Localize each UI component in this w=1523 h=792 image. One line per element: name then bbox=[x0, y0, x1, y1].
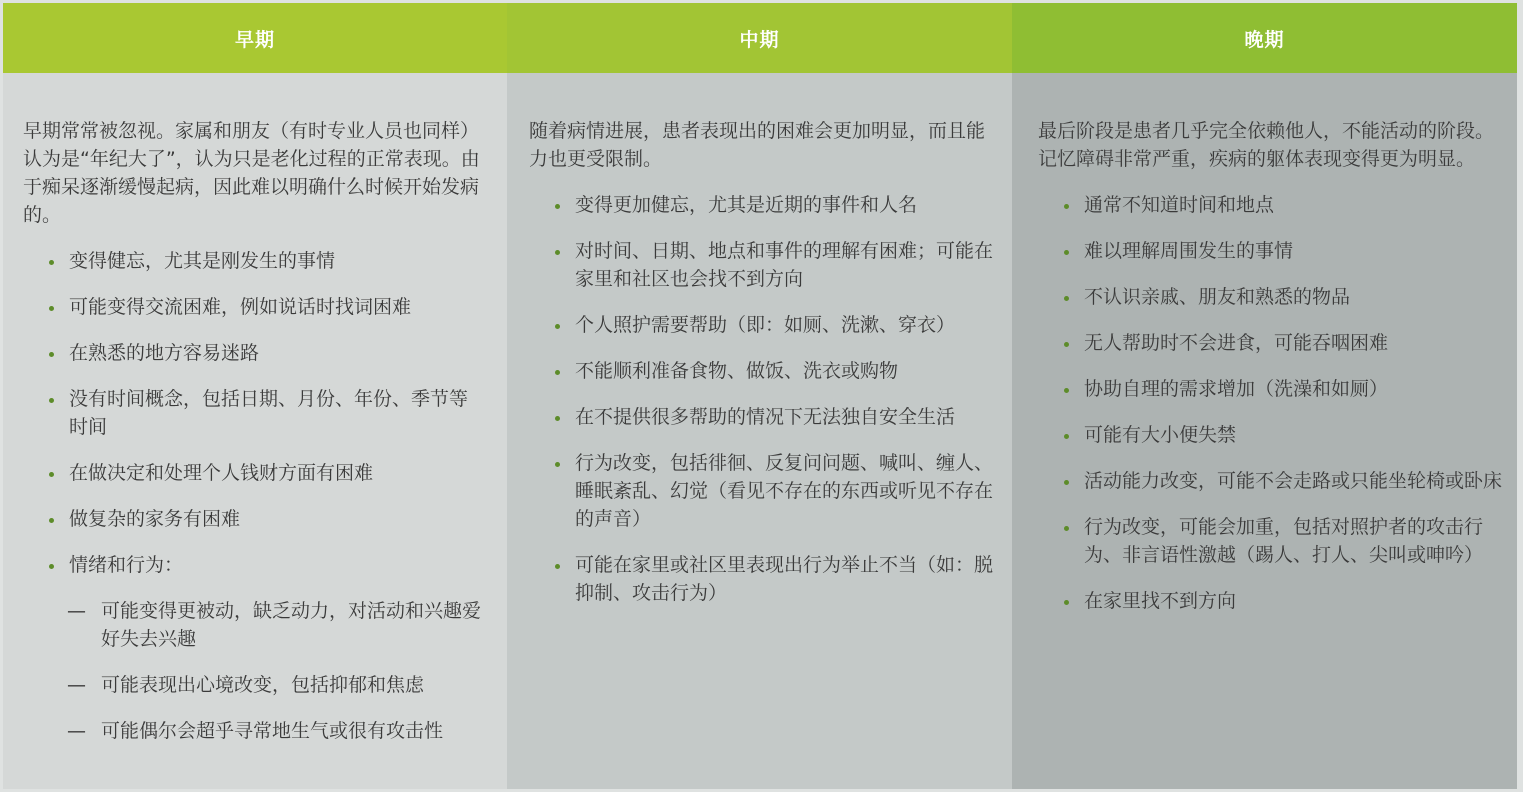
list-item: 难以理解周围发生的事情 bbox=[1038, 237, 1506, 265]
bullet-icon bbox=[1064, 250, 1069, 255]
bullet-icon bbox=[1064, 434, 1069, 439]
column-header-early: 早期 bbox=[3, 3, 507, 73]
list-item: 对时间、日期、地点和事件的理解有困难；可能在家里和社区也会找不到方向 bbox=[529, 237, 999, 293]
bullet-icon bbox=[555, 324, 560, 329]
list-item: 变得更加健忘，尤其是近期的事件和人名 bbox=[529, 191, 999, 219]
column-body-late bbox=[1038, 117, 1506, 633]
dash-marker: — bbox=[67, 600, 86, 622]
list-item: 个人照护需要帮助（即：如厕、洗漱、穿衣） bbox=[529, 311, 999, 339]
bullet-icon bbox=[49, 472, 54, 477]
bullet-icon bbox=[49, 260, 54, 265]
list-item: 可能变得交流困难，例如说话时找词困难 bbox=[23, 293, 483, 321]
list-item: 情绪和行为： bbox=[23, 551, 483, 579]
bullet-icon bbox=[49, 398, 54, 403]
column-header-middle: 中期 bbox=[507, 3, 1012, 73]
bullet-icon bbox=[1064, 388, 1069, 393]
mood-behavior-sublist bbox=[23, 597, 483, 745]
bullet-icon bbox=[49, 306, 54, 311]
list-item: 行为改变，可能会加重，包括对照护者的攻击行为、非言语性激越（踢人、打人、尖叫或呻吟） bbox=[1038, 513, 1506, 569]
list-item: 活动能力改变，可能不会走路或只能坐轮椅或卧床 bbox=[1038, 467, 1506, 495]
bullet-icon bbox=[555, 370, 560, 375]
bullet-icon bbox=[49, 564, 54, 569]
dash-marker: — bbox=[67, 674, 86, 696]
bullet-icon bbox=[555, 462, 560, 467]
list-item: 通常不知道时间和地点 bbox=[1038, 191, 1506, 219]
sub-list-item: — 可能表现出心境改变，包括抑郁和焦虑 bbox=[23, 671, 483, 699]
bullet-icon bbox=[555, 204, 560, 209]
symptom-list-early bbox=[23, 247, 483, 579]
list-item: 做复杂的家务有困难 bbox=[23, 505, 483, 533]
bullet-icon bbox=[1064, 296, 1069, 301]
list-item: 可能有大小便失禁 bbox=[1038, 421, 1506, 449]
bullet-icon bbox=[1064, 204, 1069, 209]
list-item: 在不提供很多帮助的情况下无法独自安全生活 bbox=[529, 403, 999, 431]
list-item: 在熟悉的地方容易迷路 bbox=[23, 339, 483, 367]
dash-marker: — bbox=[67, 720, 86, 742]
list-item: 不能顺利准备食物、做饭、洗衣或购物 bbox=[529, 357, 999, 385]
dementia-stages-table bbox=[3, 3, 1517, 789]
list-item: 在家里找不到方向 bbox=[1038, 587, 1506, 615]
bullet-icon bbox=[1064, 342, 1069, 347]
column-late-stage bbox=[1012, 3, 1517, 789]
bullet-icon bbox=[49, 518, 54, 523]
bullet-icon bbox=[1064, 526, 1069, 531]
symptom-list-late bbox=[1038, 191, 1506, 615]
symptom-list-middle bbox=[529, 191, 999, 607]
bullet-icon bbox=[1064, 480, 1069, 485]
bullet-icon bbox=[555, 250, 560, 255]
column-body-middle bbox=[529, 117, 999, 625]
column-header-late: 晚期 bbox=[1012, 3, 1517, 73]
bullet-icon bbox=[555, 564, 560, 569]
list-item: 不认识亲戚、朋友和熟悉的物品 bbox=[1038, 283, 1506, 311]
column-early-stage bbox=[3, 3, 507, 789]
sub-list-item: — 可能变得更被动，缺乏动力，对活动和兴趣爱好失去兴趣 bbox=[23, 597, 483, 653]
list-item: 没有时间概念，包括日期、月份、年份、季节等时间 bbox=[23, 385, 483, 441]
list-item: 在做决定和处理个人钱财方面有困难 bbox=[23, 459, 483, 487]
list-item: 无人帮助时不会进食，可能吞咽困难 bbox=[1038, 329, 1506, 357]
bullet-icon bbox=[1064, 600, 1069, 605]
intro-text-early: 早期常常被忽视。家属和朋友（有时专业人员也同样）认为是“年纪大了”，认为只是老化过程的正常表现。由于痴呆逐渐缓慢起病，因此难以明确什么时候开始发病的。 bbox=[23, 120, 480, 226]
column-middle-stage bbox=[507, 3, 1012, 789]
bullet-icon bbox=[555, 416, 560, 421]
list-item: 变得健忘，尤其是刚发生的事情 bbox=[23, 247, 483, 275]
intro-text-late: 最后阶段是患者几乎完全依赖他人，不能活动的阶段。记忆障碍非常严重，疾病的躯体表现变得更为明显。 bbox=[1038, 120, 1495, 170]
list-item: 可能在家里或社区里表现出行为举止不当（如：脱抑制、攻击行为） bbox=[529, 551, 999, 607]
column-body-early bbox=[23, 117, 483, 763]
intro-text-middle: 随着病情进展，患者表现出的困难会更加明显，而且能力也更受限制。 bbox=[529, 120, 986, 170]
list-item: 行为改变，包括徘徊、反复问问题、喊叫、缠人、睡眠紊乱、幻觉（看见不存在的东西或听见不存在的声音） bbox=[529, 449, 999, 533]
bullet-icon bbox=[49, 352, 54, 357]
sub-list-item: — 可能偶尔会超乎寻常地生气或很有攻击性 bbox=[23, 717, 483, 745]
list-item: 协助自理的需求增加（洗澡和如厕） bbox=[1038, 375, 1506, 403]
